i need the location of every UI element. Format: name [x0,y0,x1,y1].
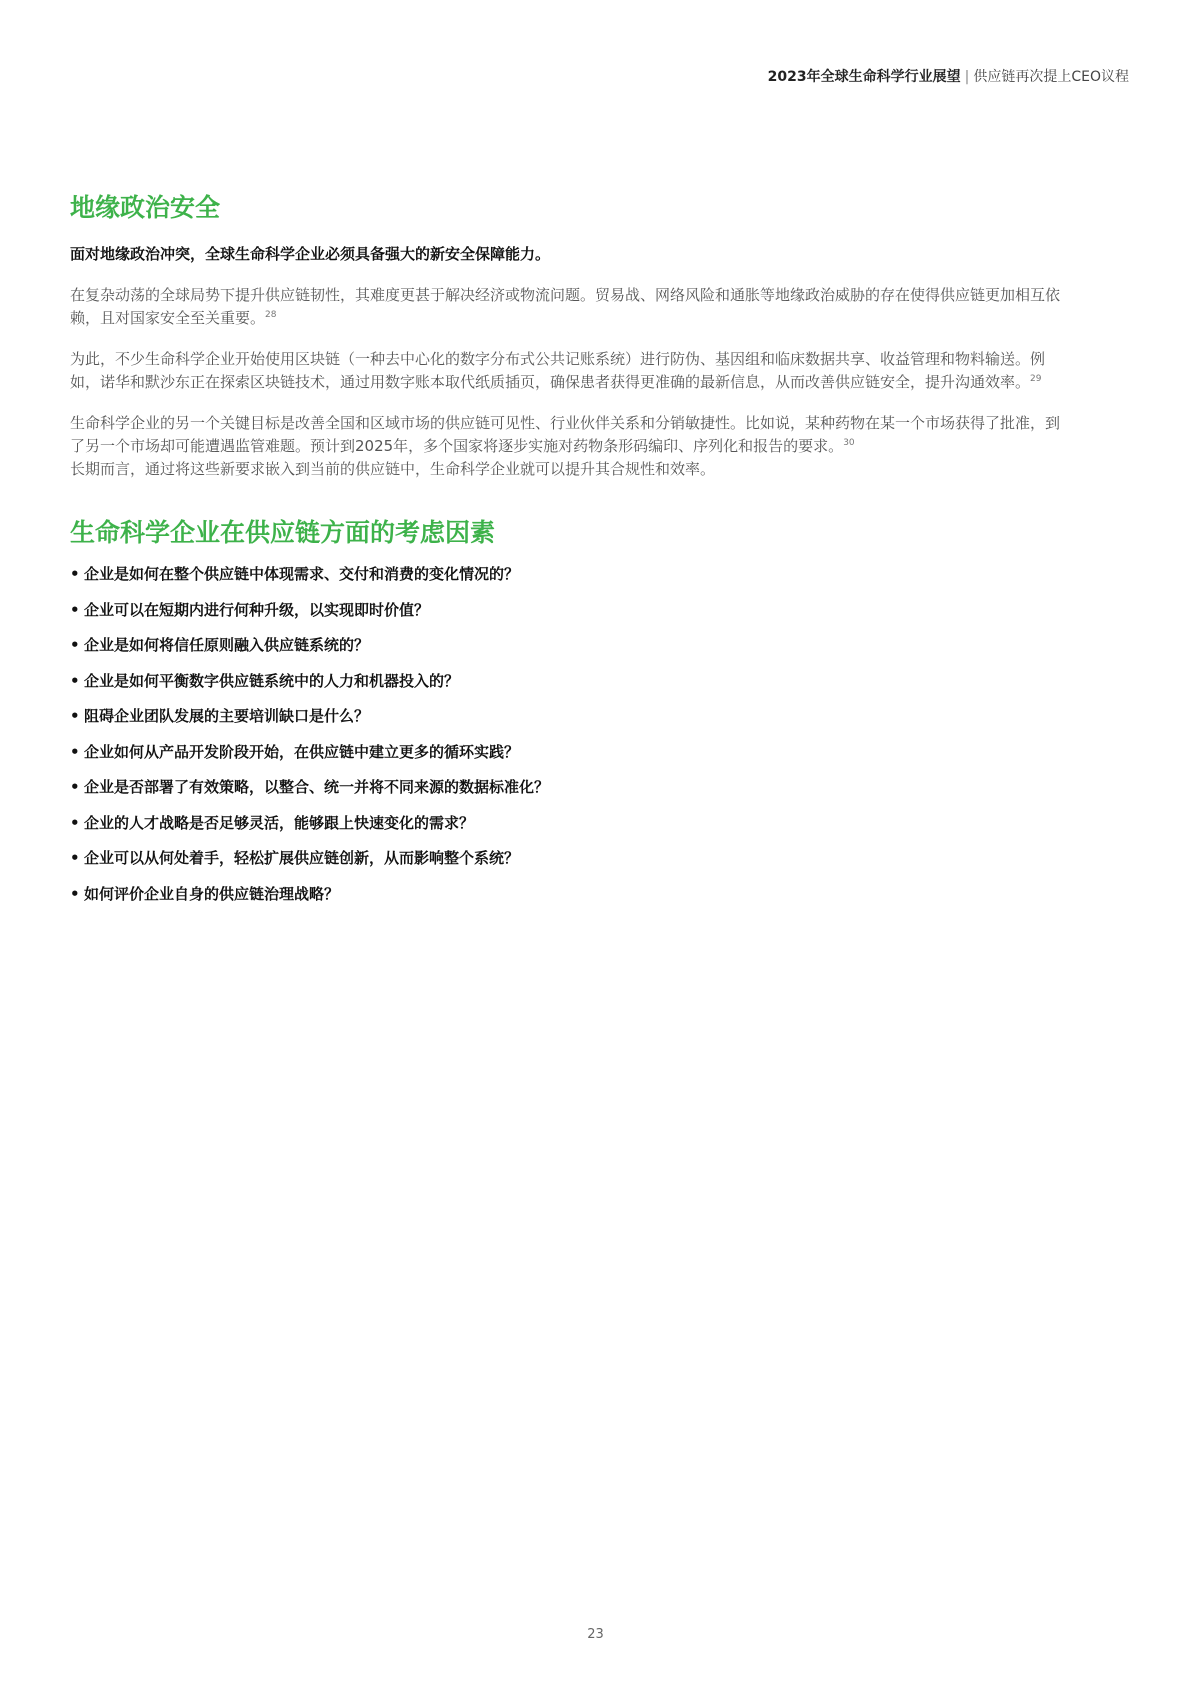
footnote-ref-28: 28 [265,310,277,320]
considerations-list [70,563,1060,905]
footnote-ref-30: 30 [843,438,855,448]
paragraph-3-tail: 长期而言，通过将这些新要求嵌入到当前的供应链中，生命科学企业就可以提升其合规性和效率。 [70,460,716,478]
bullet-icon: • [70,884,80,903]
bullet-icon: • [70,849,80,867]
list-item: • 企业可以从何处着手，轻松扩展供应链创新，从而影响整个系统？ [70,849,520,867]
running-header [768,66,1129,86]
bullet-icon: • [70,742,80,761]
list-item: • 企业是如何在整个供应链中体现需求、交付和消费的变化情况的？ [70,565,520,583]
bullet-icon: • [70,778,80,796]
section-heading-geopolitical-security: 地缘政治安全 [70,193,221,222]
bullet-icon: • [70,600,80,619]
bullet-icon: • [70,707,80,725]
page-content [70,190,1060,918]
paragraph-3 [70,412,1060,481]
paragraph-3-text: 生命科学企业的另一个关键目标是改善全国和区域市场的供应链可见性、行业伙伴关系和分销敏捷性。比如说，某种药物在某一个市场获得了批准，到了另一个市场却可能遭遇监管难题。预计到2025年，多个国家将逐步实施对药物条形码编印、序列化和报告的要求。 [70,414,1061,455]
page-number: 23 [587,1627,604,1642]
bullet-icon: • [70,636,80,654]
paragraph-2-text: 为此，不少生命科学企业开始使用区块链（一种去中心化的数字分布式公共记账系统）进行防伪、基因组和临床数据共享、收益管理和物料输送。例如，诺华和默沙东正在探索区块链技术，通过用数字账本取代纸质插页，确保患者获得更准确的最新信息，从而改善供应链安全，提升沟通效率。 [70,350,1046,391]
paragraph-1 [70,284,1060,330]
footnote-ref-29: 29 [1030,374,1042,384]
header-separator: | [964,69,970,85]
header-title: 2023年全球生命科学行业展望 [767,69,961,85]
section-heading-supply-chain-considerations: 生命科学企业在供应链方面的考虑因素 [70,518,496,547]
list-item: • 企业可以在短期内进行何种升级，以实现即时价值？ [70,600,430,619]
bullet-icon: • [70,671,80,690]
list-item: • 企业是如何将信任原则融入供应链系统的？ [70,636,370,654]
paragraph-1-text: 在复杂动荡的全球局势下提升供应链韧性，其难度更甚于解决经济或物流问题。贸易战、网络风险和通胀等地缘政治威胁的存在使得供应链更加相互依赖，且对国家安全至关重要。 [70,286,1061,327]
list-item: • 企业的人才战略是否足够灵活，能够跟上快速变化的需求？ [70,813,475,832]
bullet-icon: • [70,565,80,583]
list-item: • 如何评价企业自身的供应链治理战略？ [70,884,340,903]
header-subtitle: 供应链再次提上CEO议程 [973,69,1129,85]
list-item: • 企业如何从产品开发阶段开始，在供应链中建立更多的循环实践？ [70,742,520,761]
list-item: • 企业是如何平衡数字供应链系统中的人力和机器投入的？ [70,671,460,690]
list-item: • 企业是否部署了有效策略，以整合、统一并将不同来源的数据标准化？ [70,778,550,796]
list-item: • 阻碍企业团队发展的主要培训缺口是什么？ [70,707,370,725]
lead-statement: 面对地缘政治冲突，全球生命科学企业必须具备强大的新安全保障能力。 [70,245,551,263]
bullet-icon: • [70,813,80,832]
paragraph-2 [70,348,1060,394]
